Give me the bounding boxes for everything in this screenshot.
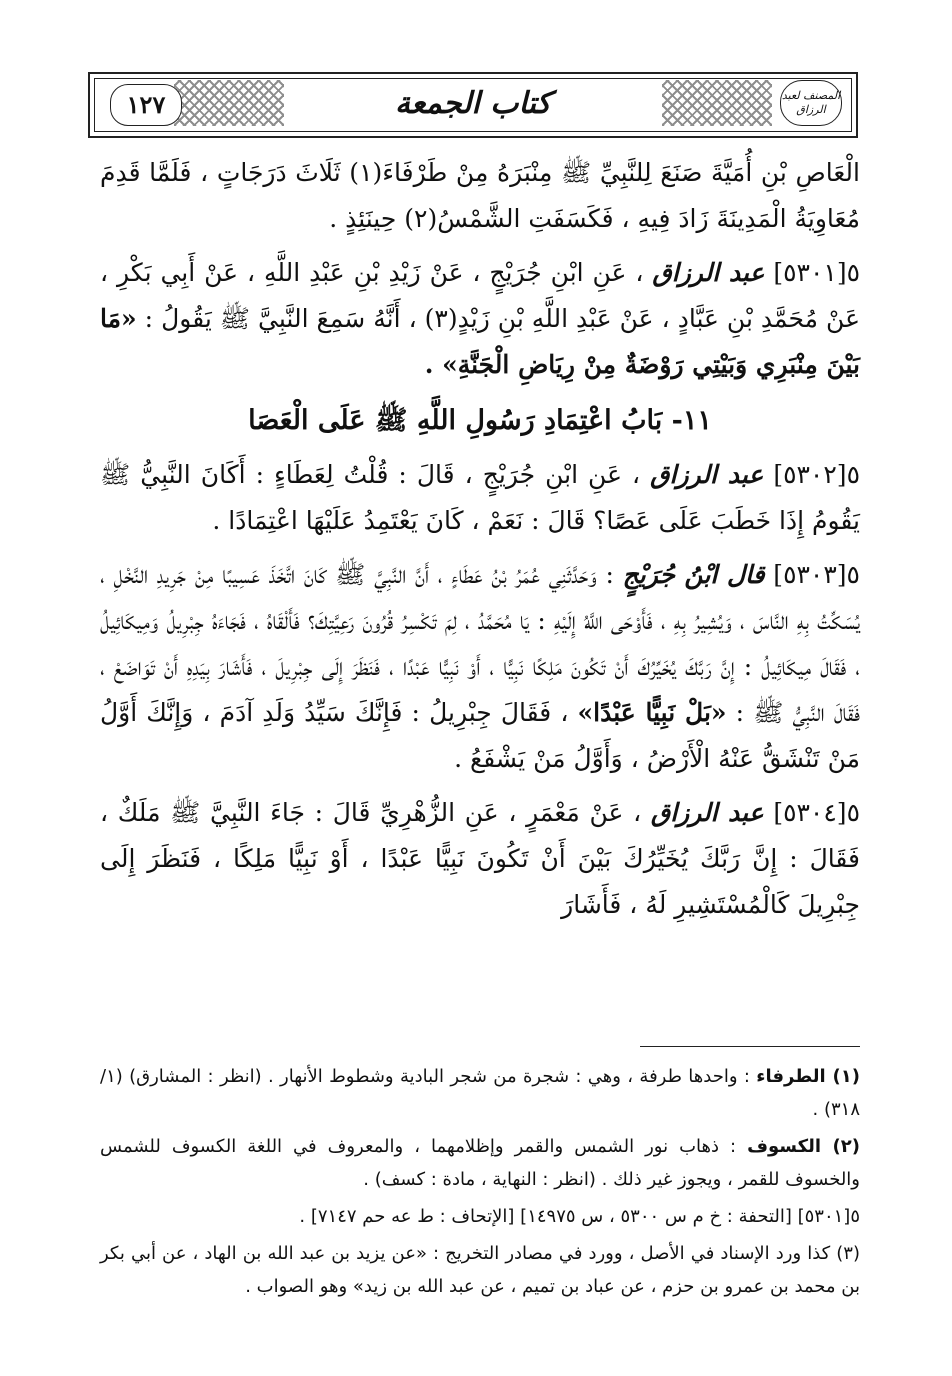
hadith-chain: ، عَنْ مَعْمَرٍ ، عَنِ الزُّهْرِيِّ قَالَ : جَاءَ النَّبِيَّ ﷺ مَلَكٌ ، فَقَالَ : إِنَّ رَبَّكَ يُخَيِّرُكَ بَيْنَ أَنْ تَكُونَ نَبِيًّا عَبْدًا ، أَوْ نَبِيًّا مَلِكًا ، فَنَظَرَ إِلَى جِبْرِيلَ كَالْمُسْتَشِيرِ لَهُ ، فَأَشَارَ	[100, 798, 860, 919]
hadith-number: ٥[٥٣٠٢]	[773, 460, 860, 489]
hadith-5301	[100, 250, 860, 388]
hadith-narrator: عبد الرزاق	[650, 460, 764, 489]
hadith-quote: «مَا بَيْنَ مِنْبَرِي وَبَيْتِي رَوْضَةٌ مِنْ رِيَاضِ الْجَنَّةِ» .	[100, 304, 860, 379]
footnote-divider	[640, 1046, 860, 1047]
book-title: كتاب الجمعة	[290, 82, 656, 126]
footnote-text: : ذهاب نور الشمس والقمر وإظلامهما ، والمعروف في اللغة الكسوف للشمس والخسوف للقمر ، ويجوز غير ذلك . (انظر : النهاية ، مادة : كسف) .	[100, 1136, 860, 1190]
hadith-chain: : وَحَدَّثَنِي عُمَرُ بْنُ عَطَاءٍ ، أَنَّ النَّبِيَّ ﷺ كَانَ اتَّخَذَ عَسِيبًا مِنْ جَرِيدِ النَّخْلِ ، يُسَكِّتُ بِهِ النَّاسَ ، وَيُشِيرُ بِهِ ، فَأَوْحَى اللَّهُ إِلَيْهِ : يَا مُحَمَّدُ ، لِمَ تَكْسِرُ قُرُونَ رَعِيَّتِكَ؟ فَأَلْقَاهُ ، فَجَاءَهُ جِبْرِيلُ وَمِيكَائِيلُ ، فَقَالَ مِيكَائِيلُ : إِنَّ رَبَّكَ يُخَيِّرُكَ أَنْ تَكُونَ مَلِكًا نَبِيًّا ، أَوْ نَبِيًّا عَبْدًا ، فَنَظَرَ إِلَى جِبْرِيلَ ، فَأَشَارَ بِيَدِهِ أَنْ تَوَاضَعْ ، فَقَالَ النَّبِيُّ ﷺ :	[100, 560, 860, 727]
hadith-chain: ، عَنِ ابْنِ جُرَيْجٍ ، عَنْ زَيْدِ بْنِ عَبْدِ اللَّهِ ، عَنْ أَبِي بَكْرِ ، عَنْ مُحَمَّدِ بْنِ عَبَّادٍ ، عَنْ عَبْدِ اللَّهِ بْنِ زَيْدٍ(٣) ، أَنَّهُ سَمِعَ النَّبِيَّ ﷺ يَقُولُ :	[100, 258, 860, 333]
hadith-5302	[100, 452, 860, 544]
hadith-narrator: عبد الرزاق	[652, 258, 765, 287]
hadith-quote: «بَلْ نَبِيًّا عَبْدًا»	[577, 698, 727, 727]
hadith-5304	[100, 790, 860, 928]
hadith-narrator: قال ابْنُ جُرَيْجٍ	[622, 560, 765, 589]
paragraph-continuation: الْعَاصِ بْنِ أُمَيَّةَ صَنَعَ لِلنَّبِيِّ ﷺ مِنْبَرَهُ مِنْ طَرْفَاءَ(١) ثَلَاثَ دَرَجَاتٍ ، فَلَمَّا قَدِمَ مُعَاوِيَةُ الْمَدِينَةَ زَادَ فِيهِ ، فَكَسَفَتِ الشَّمْسُ(٢) حِينَئِذٍ .	[100, 158, 860, 233]
publisher-logo: المصنف لعبد الرزاق	[780, 80, 842, 126]
hadith-number: ٥[٥٣٠٣]	[773, 560, 860, 589]
hadith-number: ٥[٥٣٠١]	[773, 258, 861, 287]
footnote-tahfa: ٥[٥٣٠١] [التحفة : خ م س ٥٣٠٠ ، س ١٤٩٧٥] [الإتحاف : ط عه حم ٧١٤٧] .	[299, 1206, 860, 1227]
footnote-1	[100, 1060, 860, 1126]
hadith-chain: ، عَنِ ابْنِ جُرَيْجٍ ، قَالَ : قُلْتُ لِعَطَاءٍ : أَكَانَ النَّبِيُّ ﷺ يَقُومُ إِذَا خَطَبَ عَلَى عَصًا؟ قَالَ : نَعَمْ ، كَانَ يَعْتَمِدُ عَلَيْهَا اعْتِمَادًا .	[100, 460, 860, 535]
page-number: ١٢٧	[110, 84, 182, 126]
hadith-5303	[100, 552, 860, 782]
ornament-left	[174, 80, 284, 126]
footnote-text: : واحدها طرفة ، وهي : شجرة من شجر البادية وشطوط الأنهار . (انظر : المشارق) (١/ ٣١٨) .	[100, 1066, 860, 1120]
ornament-right	[662, 80, 772, 126]
footnotes	[100, 1060, 860, 1307]
main-text	[100, 150, 860, 928]
hadith-number: ٥[٥٣٠٤]	[773, 798, 860, 827]
footnote-label: (٢) الكسوف	[747, 1136, 861, 1157]
footnote-label: (١) الطرفاء	[756, 1066, 861, 1087]
footnote-3: (٣) كذا ورد الإسناد في الأصل ، وورد في مصادر التخريج : «عن يزيد بن عبد الله بن الهاد ، عن أبي بكر بن محمد بن عمرو بن حزم ، عن عباد بن تميم ، عن عبد الله بن زيد» وهو الصواب .	[100, 1243, 860, 1297]
hadith-chain-continued: ، فَقَالَ جِبْرِيلُ : فَإِنَّكَ سَيِّدُ وَلَدِ آدَمَ ، وَإِنَّكَ أَوَّلُ مَنْ تَنْشَقُّ عَنْهُ الْأَرْضُ ، وَأَوَّلُ مَنْ يَشْفَعُ .	[100, 698, 860, 773]
hadith-narrator: عبد الرزاق	[650, 798, 764, 827]
chapter-heading: ١١- بَابُ اعْتِمَادِ رَسُولِ اللَّهِ ﷺ عَلَى الْعَصَا	[248, 405, 712, 436]
footnote-2	[100, 1130, 860, 1196]
page-header	[88, 72, 858, 138]
